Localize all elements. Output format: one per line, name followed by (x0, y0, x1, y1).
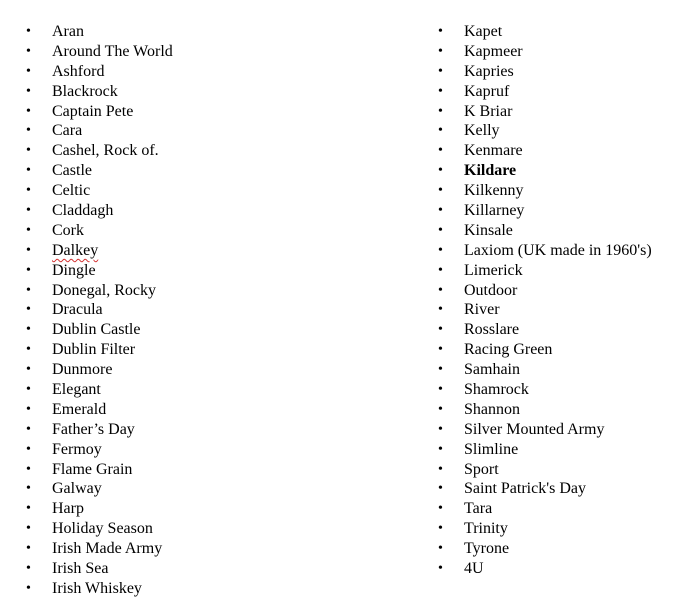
bullet-icon: • (438, 24, 443, 39)
list-item-text: Dracula (52, 301, 103, 319)
list-item-text: Elegant (52, 381, 101, 399)
list-item-text: Kinsale (464, 221, 513, 239)
right-bullet-list (438, 22, 694, 579)
list-item (438, 539, 694, 559)
bullet-icon: • (438, 123, 443, 139)
bullet-icon: • (438, 561, 443, 577)
list-item-text: Emerald (52, 400, 107, 418)
list-item (438, 201, 694, 221)
list-item-text: Sport (464, 460, 499, 478)
bullet-icon: • (438, 103, 443, 119)
bullet-icon: • (438, 362, 443, 378)
list-item-text: Dalkey (52, 241, 99, 259)
bullet-icon: • (26, 203, 31, 219)
list-item-text: Celtic (52, 182, 91, 200)
list-item-text: Captain Pete (52, 102, 134, 120)
list-item-text: Kelly (464, 122, 500, 140)
list-item (438, 360, 694, 380)
bullet-icon: • (438, 183, 443, 199)
bullet-icon: • (26, 342, 31, 358)
bullet-icon: • (438, 163, 443, 179)
bullet-icon: • (438, 143, 443, 159)
list-item (438, 479, 694, 499)
list-item (26, 42, 386, 62)
bullet-icon: • (26, 382, 31, 398)
list-item (26, 22, 386, 42)
bullet-icon: • (438, 401, 443, 417)
bullet-icon: • (26, 521, 31, 537)
list-item-text: Killarney (464, 202, 525, 220)
list-item (438, 141, 694, 161)
bullet-icon: • (438, 461, 443, 477)
bullet-icon: • (438, 242, 443, 258)
list-item-text: Donegal, Rocky (52, 281, 156, 299)
list-item (438, 420, 694, 440)
bullet-icon: • (438, 83, 443, 99)
list-item-text: Tara (464, 500, 493, 518)
bullet-icon: • (438, 222, 443, 238)
list-item-text: Shannon (464, 400, 520, 418)
list-item-text: Saint Patrick's Day (464, 480, 586, 498)
list-item (438, 340, 694, 360)
list-item (26, 440, 386, 460)
list-item (26, 559, 386, 579)
list-item-text: Kildare (464, 162, 517, 180)
bullet-icon: • (26, 222, 31, 238)
bullet-icon: • (26, 401, 31, 417)
bullet-icon: • (26, 83, 31, 99)
bullet-icon: • (26, 242, 31, 258)
list-item-text: Fermoy (52, 440, 102, 458)
bullet-icon: • (26, 183, 31, 199)
list-item-text: Flame Grain (52, 460, 133, 478)
list-item-text: Galway (52, 480, 102, 498)
bullet-icon: • (438, 342, 443, 358)
bullet-icon: • (26, 262, 31, 278)
list-item (438, 400, 694, 420)
list-item-text: Tyrone (464, 540, 510, 558)
bullet-icon: • (438, 63, 443, 79)
list-item (26, 281, 386, 301)
list-item (438, 161, 694, 181)
list-item (26, 420, 386, 440)
list-item-text: Slimline (464, 440, 519, 458)
list-item-text: River (464, 301, 500, 319)
bullet-icon: • (438, 302, 443, 318)
list-item-text: K Briar (464, 102, 513, 120)
list-item-text: Ashford (52, 62, 105, 80)
list-item-text: Rosslare (464, 321, 520, 339)
list-item (438, 499, 694, 519)
list-item (26, 141, 386, 161)
list-item-text: Outdoor (464, 281, 518, 299)
list-item (26, 201, 386, 221)
bullet-icon: • (26, 441, 31, 457)
bullet-icon: • (438, 541, 443, 557)
list-item (438, 380, 694, 400)
bullet-icon: • (438, 282, 443, 298)
list-item (26, 400, 386, 420)
bullet-icon: • (438, 521, 443, 537)
list-item-text: Silver Mounted Army (464, 420, 605, 438)
bullet-icon: • (26, 322, 31, 338)
bullet-icon: • (26, 561, 31, 577)
bullet-icon: • (26, 541, 31, 557)
list-item-text: Cashel, Rock of. (52, 142, 159, 160)
list-item (438, 22, 694, 42)
list-item (438, 42, 694, 62)
bullet-icon: • (26, 43, 31, 59)
list-item-text: Irish Sea (52, 560, 109, 578)
list-item-text: Kapruf (464, 82, 510, 100)
list-item (438, 519, 694, 539)
list-item-text: 4U (464, 560, 484, 578)
list-item-text: Dingle (52, 261, 96, 279)
bullet-icon: • (26, 501, 31, 517)
list-item (26, 121, 386, 141)
list-item-text: Castle (52, 162, 92, 180)
bullet-icon: • (26, 481, 31, 497)
bullet-icon: • (438, 322, 443, 338)
list-item (26, 161, 386, 181)
list-item (26, 221, 386, 241)
list-item (26, 102, 386, 122)
bullet-icon: • (26, 362, 31, 378)
list-item-text: Holiday Season (52, 520, 153, 538)
bullet-icon: • (26, 282, 31, 298)
list-item (438, 300, 694, 320)
bullet-icon: • (26, 103, 31, 119)
list-item (438, 281, 694, 301)
list-item (438, 261, 694, 281)
list-item-text: Kilkenny (464, 182, 524, 200)
list-item (26, 300, 386, 320)
list-item (438, 559, 694, 579)
list-item-text: Shamrock (464, 381, 529, 399)
list-item-text: Samhain (464, 361, 520, 379)
bullet-icon: • (26, 123, 31, 139)
list-item (438, 440, 694, 460)
bullet-icon: • (26, 143, 31, 159)
list-item-text: Trinity (464, 520, 508, 538)
list-item-text: Irish Whiskey (52, 579, 142, 597)
list-item (26, 340, 386, 360)
list-item-text: Dunmore (52, 361, 113, 379)
list-item (26, 82, 386, 102)
bullet-icon: • (438, 203, 443, 219)
list-item (26, 579, 386, 599)
list-item-text: Kenmare (464, 142, 523, 160)
bullet-icon: • (26, 461, 31, 477)
list-item (26, 261, 386, 281)
left-bullet-list (26, 22, 386, 599)
list-item (26, 499, 386, 519)
list-item (438, 181, 694, 201)
bullet-icon: • (438, 421, 443, 437)
list-item-text: Laxiom (UK made in 1960's) (464, 241, 652, 259)
bullet-icon: • (438, 441, 443, 457)
list-item (438, 320, 694, 340)
list-item (26, 539, 386, 559)
list-item (26, 62, 386, 82)
list-item (438, 460, 694, 480)
list-item-text: Dublin Castle (52, 321, 141, 339)
bullet-icon: • (26, 302, 31, 318)
bullet-icon: • (26, 421, 31, 437)
list-item (438, 221, 694, 241)
list-item-text: Kapet (464, 23, 503, 40)
bullet-icon: • (438, 382, 443, 398)
bullet-icon: • (26, 63, 31, 79)
list-item (438, 82, 694, 102)
list-item (438, 102, 694, 122)
list-item-text: Aran (52, 23, 84, 40)
list-item (26, 181, 386, 201)
list-item-text: Kapries (464, 62, 514, 80)
list-item (438, 62, 694, 82)
list-item-text: Father’s Day (52, 420, 135, 438)
bullet-icon: • (26, 163, 31, 179)
bullet-icon: • (26, 580, 31, 596)
list-item-text: Harp (52, 500, 84, 518)
list-item (26, 241, 386, 261)
list-item (438, 241, 694, 261)
list-item (26, 360, 386, 380)
list-item-text: Racing Green (464, 341, 553, 359)
list-item (26, 519, 386, 539)
bullet-icon: • (26, 24, 31, 39)
bullet-icon: • (438, 501, 443, 517)
bullet-icon: • (438, 262, 443, 278)
list-item (438, 121, 694, 141)
list-item (26, 479, 386, 499)
list-item-text: Dublin Filter (52, 341, 136, 359)
list-item-text: Cara (52, 122, 83, 140)
list-item (26, 460, 386, 480)
list-item-text: Blackrock (52, 82, 118, 100)
bullet-icon: • (438, 43, 443, 59)
list-item-text: Limerick (464, 261, 523, 279)
bullet-icon: • (438, 481, 443, 497)
list-item-text: Claddagh (52, 202, 114, 220)
list-item (26, 380, 386, 400)
list-item-text: Around The World (52, 42, 173, 60)
list-item-text: Irish Made Army (52, 540, 163, 558)
list-item-text: Kapmeer (464, 42, 523, 60)
list-item (26, 320, 386, 340)
list-item-text: Cork (52, 221, 84, 239)
